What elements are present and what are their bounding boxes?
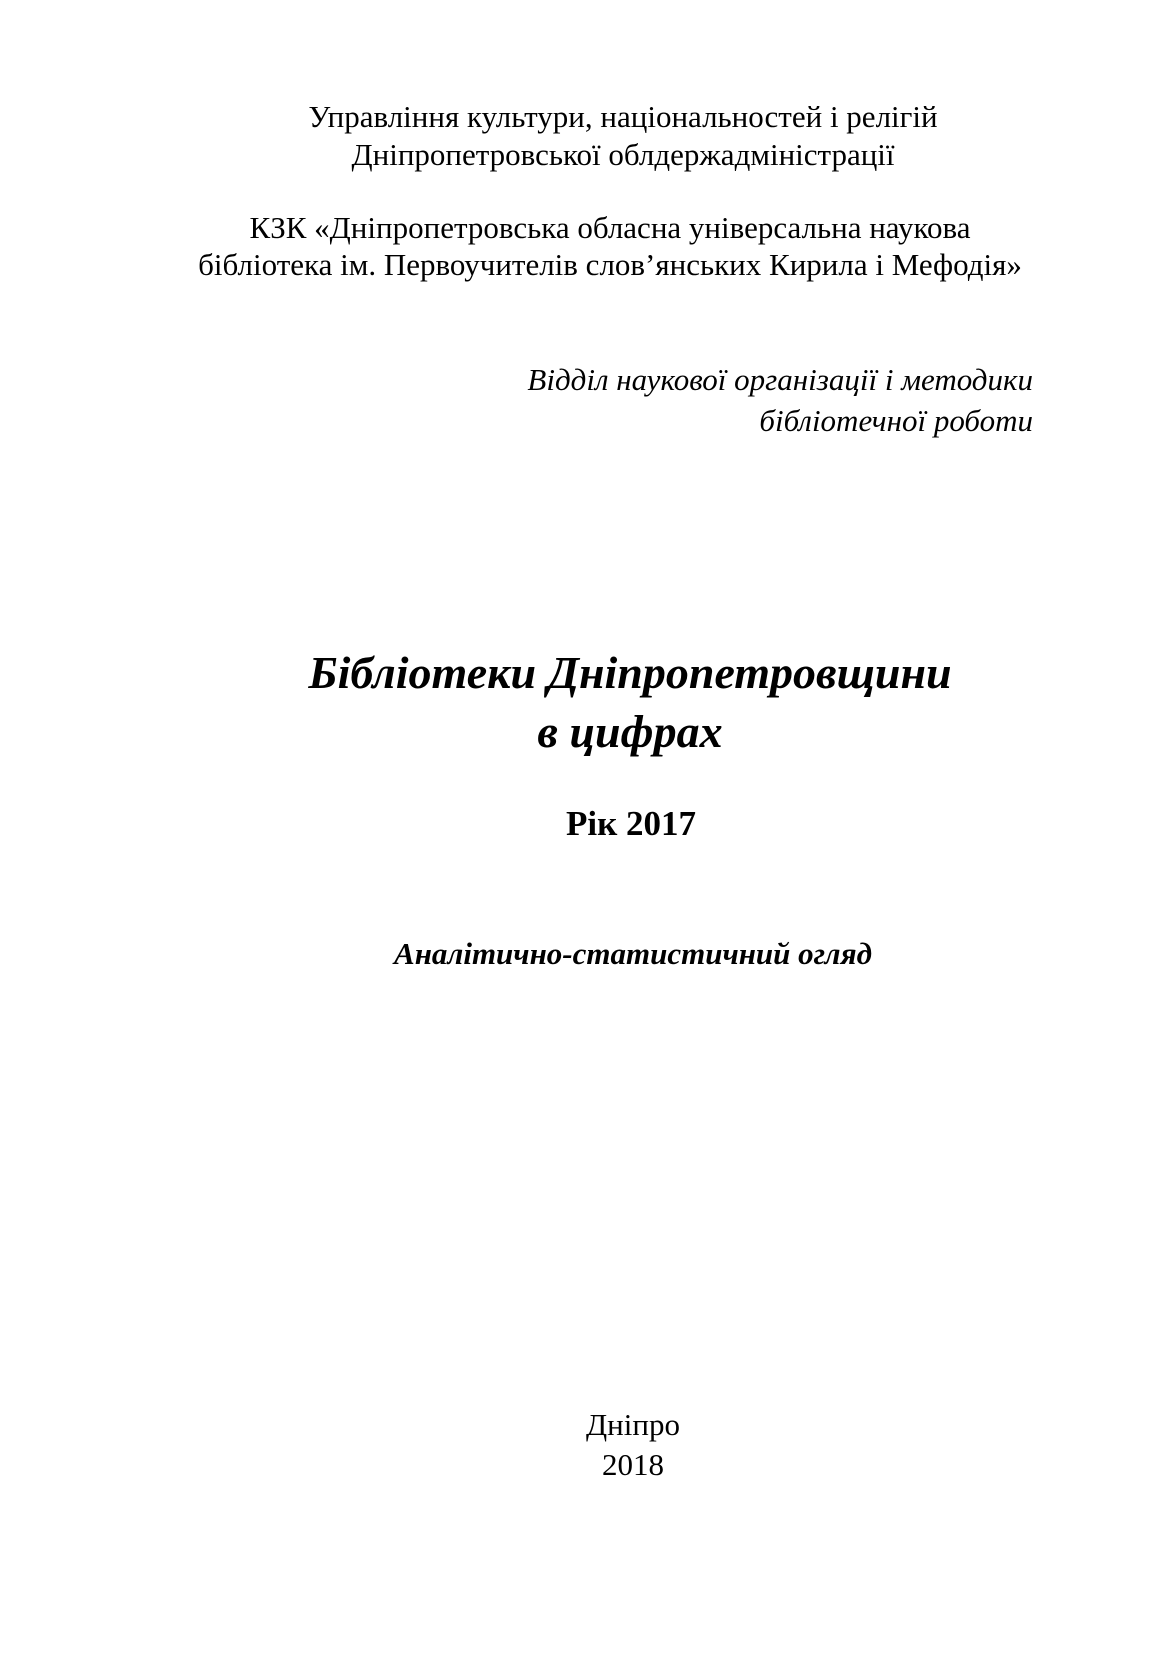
imprint-year: 2018 xyxy=(602,1447,664,1482)
imprint-city: Дніпро xyxy=(586,1407,680,1442)
library-name-line-1: КЗК «Дніпропетровська обласна універсальна наукова xyxy=(249,210,971,245)
document-subtitle: Аналітично-статистичний огляд xyxy=(394,936,872,971)
report-year: Рік 2017 xyxy=(565,804,697,843)
department-line-2: бібліотечної роботи xyxy=(759,403,1033,438)
document-title-line-1: Бібліотеки Дніпропетровщини xyxy=(308,647,952,698)
library-name-line-2: бібліотека ім. Первоучителів слов’янських Кирила і Мефодія» xyxy=(198,247,1022,282)
authority-name-line-2: Дніпропетровської облдержадміністрації xyxy=(351,137,895,172)
department-line-1: Відділ наукової організації і методики xyxy=(527,362,1033,397)
authority-name-line-1: Управління культури, національностей і релігій xyxy=(308,99,938,134)
document-title-line-2: в цифрах xyxy=(537,706,723,757)
